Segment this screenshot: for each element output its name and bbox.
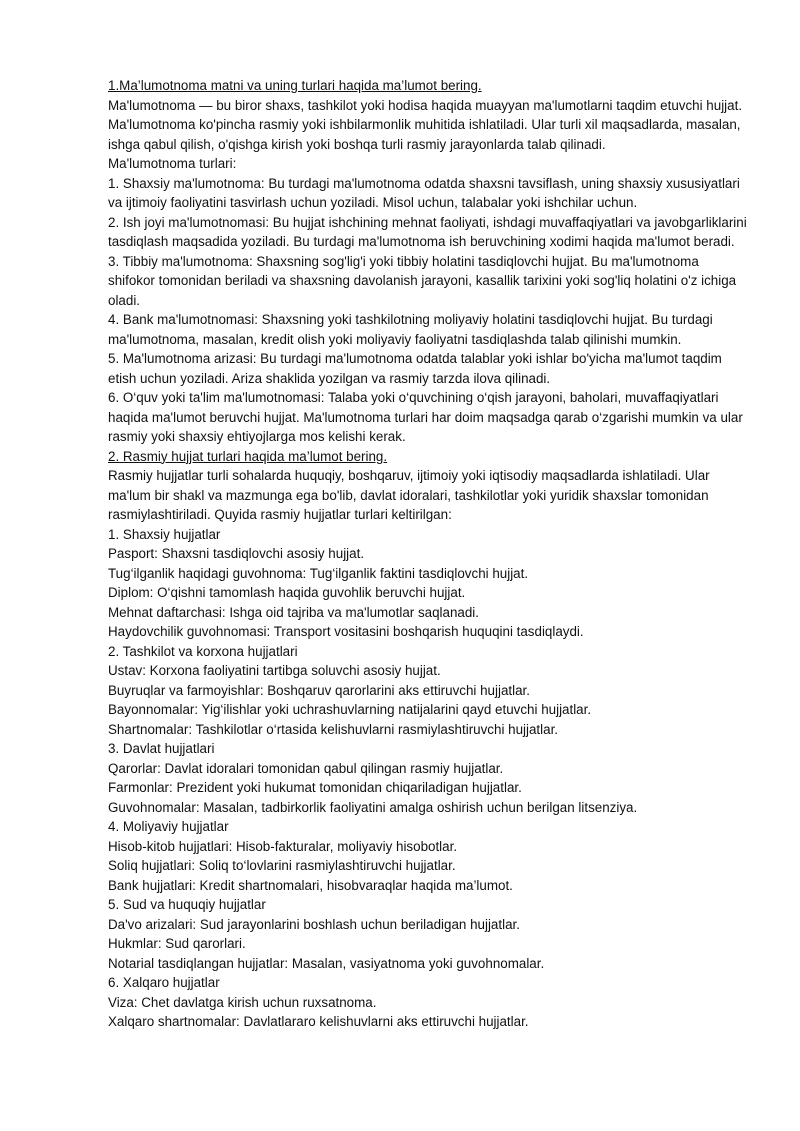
section-1-paragraph: 4. Bank ma'lumotnomasi: Shaxsning yoki tashkilotning moliyaviy holatini tasdiqlovchi hujjat. Bu turdagi ma'lumotnoma, masalan, kredit olish yoki moliyaviy faoliyatni tasdiqlashda talab qilinishi mumkin.: [108, 312, 713, 347]
section-2-paragraph: Qarorlar: Davlat idoralari tomonidan qabul qilingan rasmiy hujjatlar.: [108, 760, 504, 776]
section-2-paragraph: Viza: Chet davlatga kirish uchun ruxsatnoma.: [108, 994, 377, 1010]
section-2-paragraph: Farmonlar: Prezident yoki hukumat tomonidan chiqariladigan hujjatlar.: [108, 780, 522, 795]
section-1-heading: 1.Ma’lumotnoma matni va uning turlari haqida ma’lumot bering.: [108, 78, 482, 93]
section-2-paragraph: Tug‘ilganlik haqidagi guvohnoma: Tug‘ilganlik faktini tasdiqlovchi hujjat.: [108, 565, 529, 581]
section-2-paragraph: Diplom: O‘qishni tamomlash haqida guvohlik beruvchi hujjat.: [108, 585, 466, 600]
section-1-paragraph: Ma'lumotnoma — bu biror shaxs, tashkilot yoki hodisa haqida muayyan ma'lumotlarni taqdim etuvchi hujjat. Ma'lumotnoma ko'pincha rasmiy yoki ishbilarmonlik muhitida ishlatiladi. Ular turli xil maqsadlarda, masalan, ishga qabul qilish, o'qishga kirish yoki boshqa turli rasmiy jarayonlarda talab qilinadi.: [108, 97, 743, 152]
section-2-paragraph: Hukmlar: Sud qarorlari.: [108, 936, 246, 951]
section-2-paragraph: 6. Xalqaro hujjatlar: [108, 975, 220, 990]
section-2-paragraph: Rasmiy hujjatlar turli sohalarda huquqiy, boshqaruv, ijtimoiy yoki iqtisodiy maqsadlarda ishlatiladi. Ular ma'lum bir shakl va mazmunga ega bo'lib, davlat idoralari, tashkilotlar yoki yuridik shaxslar tomonidan rasmiylashtiriladi. Quyida rasmiy hujjatlar turlari keltirilgan:: [108, 468, 710, 522]
section-2-paragraph: Notarial tasdiqlangan hujjatlar: Masalan, vasiyatnoma yoki guvohnomalar.: [108, 955, 545, 971]
section-2-paragraph: Bayonnomalar: Yig‘ilishlar yoki uchrashuvlarning natijalarini qayd etuvchi hujjatlar.: [108, 702, 592, 717]
section-2-paragraph: Xalqaro shartnomalar: Davlatlararo kelishuvlarni aks ettiruvchi hujjatlar.: [108, 1014, 529, 1029]
document-page: [108, 76, 748, 1032]
section-2-heading: 2. Rasmiy hujjat turlari haqida ma’lumot bering.: [108, 448, 388, 464]
section-1-paragraph: 2. Ish joyi ma'lumotnomasi: Bu hujjat ishchining mehnat faoliyati, ishdagi muvaffaqiyatlari va javobgarliklarini tasdiqlash maqsadida yoziladi. Bu turdagi ma'lumotnoma ish beruvchining xodimi haqida ma'lumot beradi.: [108, 214, 747, 249]
section-2-paragraph: Shartnomalar: Tashkilotlar o‘rtasida kelishuvlarni rasmiylashtiruvchi hujjatlar.: [108, 721, 559, 737]
section-2-paragraph: 2. Tashkilot va korxona hujjatlari: [108, 643, 298, 659]
section-1-paragraph: 1. Shaxsiy ma'lumotnoma: Bu turdagi ma'lumotnoma odatda shaxsni tavsiflash, uning shaxsiy xususiyatlari va ijtimoiy faoliyatini tasvirlash uchun yoziladi. Misol uchun, talabalar yoki ishchilar uchun.: [108, 175, 740, 210]
section-1-paragraph: 3. Tibbiy ma'lumotnoma: Shaxsning sog'lig'i yoki tibbiy holatini tasdiqlovchi hujjat. Bu ma'lumotnoma shifokor tomonidan beriladi va shaxsning davolanish jarayoni, kasallik tarixini yoki sog'liq holatini o'z ichiga oladi.: [108, 253, 737, 308]
section-2-paragraph: 4. Moliyaviy hujjatlar: [108, 819, 229, 834]
section-1-paragraph: 5. Ma'lumotnoma arizasi: Bu turdagi ma'lumotnoma odatda talablar yoki ishlar bo'yicha ma'lumot taqdim etish uchun yoziladi. Ariza shaklida yozilgan va rasmiy tarzda ilova qilinadi.: [108, 351, 722, 386]
section-2-paragraph: Da'vo arizalari: Sud jarayonlarini boshlash uchun beriladigan hujjatlar.: [108, 916, 520, 932]
section-2-paragraph: Soliq hujjatlari: Soliq to‘lovlarini rasmiylashtiruvchi hujjatlar.: [108, 858, 456, 873]
section-1-paragraph: 6. O‘quv yoki ta'lim ma'lumotnomasi: Talaba yoki o‘quvchining o‘qish jarayoni, baholari, muvaffaqiyatlari haqida ma'lumot beruvchi hujjat. Ma'lumotnoma turlari har doim maqsadga qarab o‘zgarishi mumkin va ular rasmiy yoki shaxsiy ehtiyojlarga mos kelishi kerak.: [108, 390, 743, 444]
section-2-paragraph: Bank hujjatlari: Kredit shartnomalari, hisobvaraqlar haqida ma’lumot.: [108, 877, 513, 893]
section-2-paragraph: Ustav: Korxona faoliyatini tartibga soluvchi asosiy hujjat.: [108, 663, 441, 678]
section-2-paragraph: 5. Sud va huquqiy hujjatlar: [108, 897, 266, 912]
section-2-paragraph: Haydovchilik guvohnomasi: Transport vositasini boshqarish huquqini tasdiqlaydi.: [108, 624, 584, 639]
section-2-paragraph: Pasport: Shaxsni tasdiqlovchi asosiy hujjat.: [108, 546, 365, 561]
section-2-paragraph: Hisob-kitob hujjatlari: Hisob-fakturalar, moliyaviy hisobotlar.: [108, 838, 458, 854]
section-2-paragraph: 1. Shaxsiy hujjatlar: [108, 526, 221, 542]
section-2-paragraph: Guvohnomalar: Masalan, tadbirkorlik faoliyatini amalga oshirish uchun berilgan litsenziya.: [108, 799, 638, 815]
section-1-paragraph: Ma'lumotnoma turlari:: [108, 156, 237, 171]
section-2-paragraph: Mehnat daftarchasi: Ishga oid tajriba va ma'lumotlar saqlanadi.: [108, 604, 480, 620]
section-2-paragraph: Buyruqlar va farmoyishlar: Boshqaruv qarorlarini aks ettiruvchi hujjatlar.: [108, 682, 530, 698]
section-2-paragraph: 3. Davlat hujjatlari: [108, 741, 215, 756]
